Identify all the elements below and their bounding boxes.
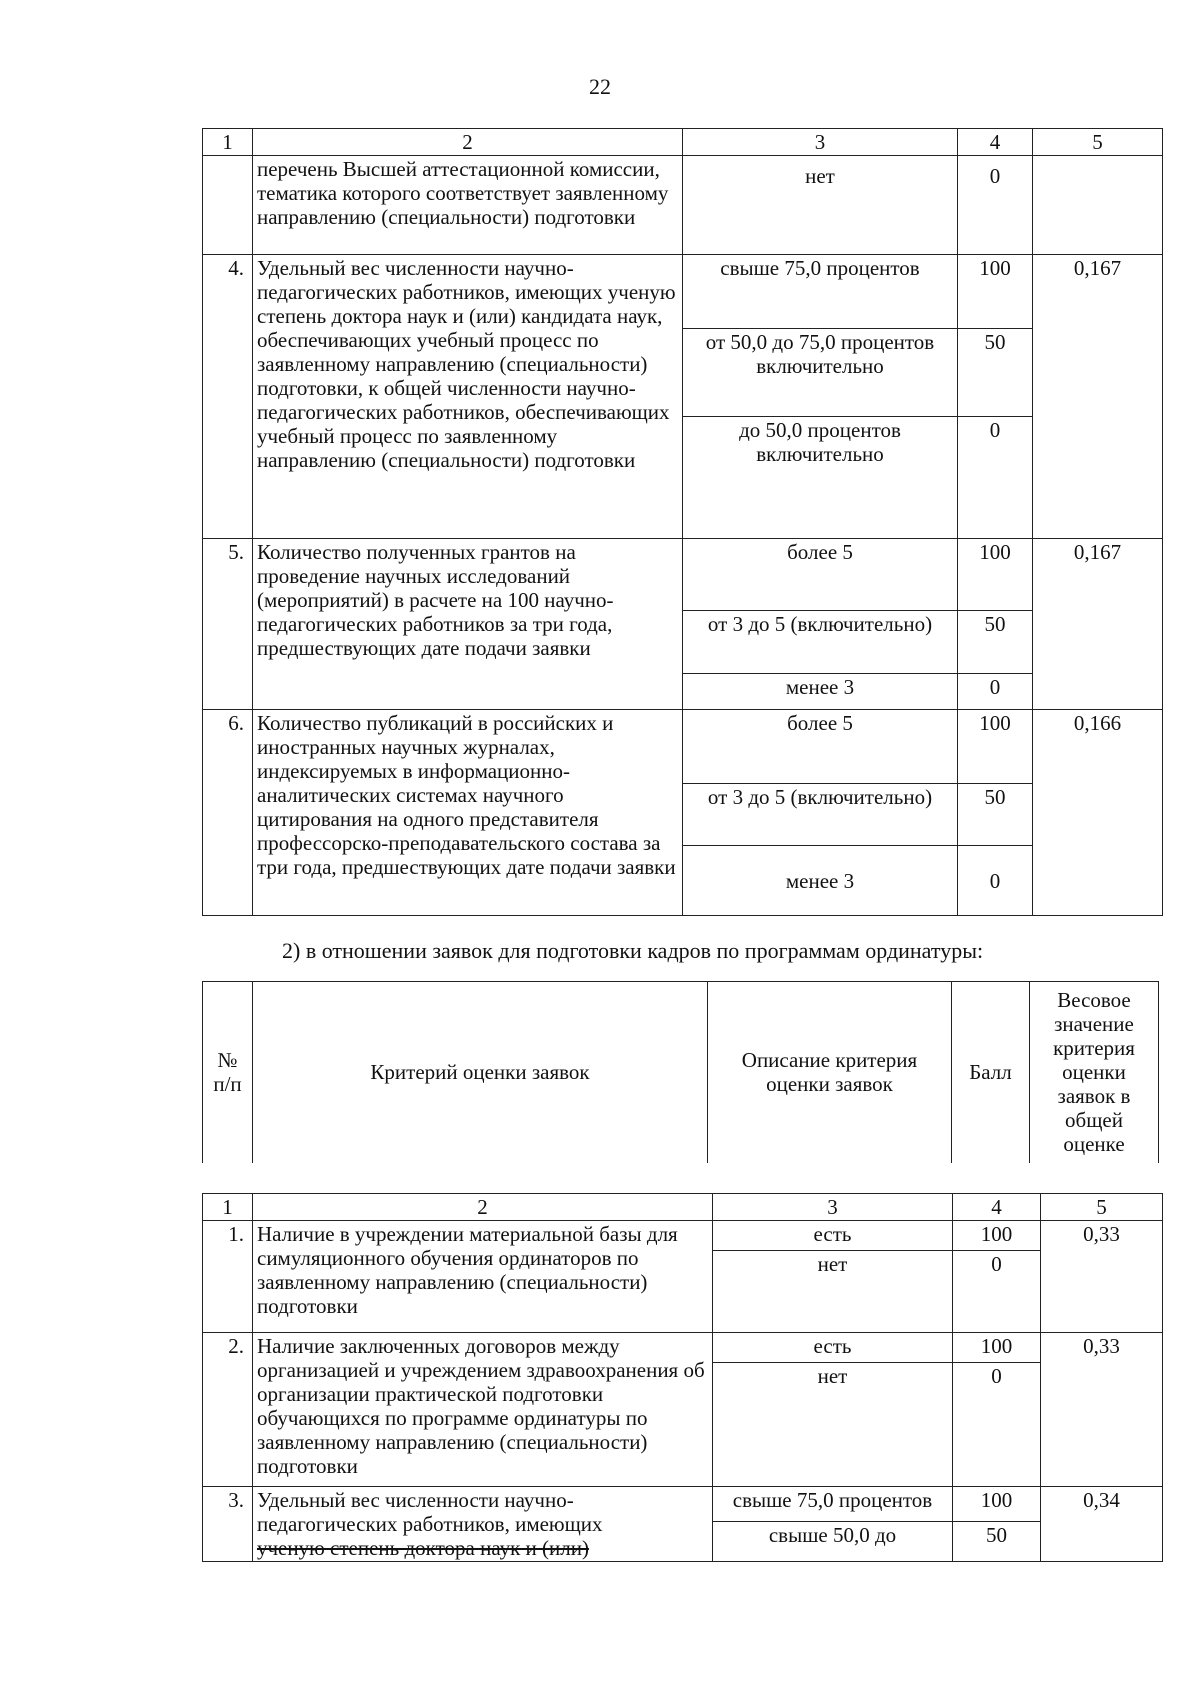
header-weight: Весовое значение критерия оценки заявок в общей оценке xyxy=(1030,982,1159,1163)
criterion-text-cut: ученую степень доктора наук и (или) xyxy=(257,1536,589,1560)
description-cell: нет xyxy=(713,1251,953,1333)
criterion-text: Удельный вес численности научно-педагогических работников, имеющих xyxy=(257,1488,603,1536)
criterion-cell: Наличие заключенных договоров между организацией и учреждением здравоохранения об организации практической подготовки обучающихся по программе ординатуры по заявленному направлению (специальности) подготовки xyxy=(253,1333,713,1487)
row-number xyxy=(203,156,253,255)
criteria-table-bachelor xyxy=(202,128,1163,916)
section-caption: 2) в отношении заявок для подготовки кадров по программам ординатуры: xyxy=(282,938,984,963)
header-score: Балл xyxy=(952,982,1030,1163)
description-cell: есть xyxy=(713,1333,953,1363)
score-cell: 50 xyxy=(958,329,1033,417)
table-row xyxy=(203,255,1163,329)
score-cell: 0 xyxy=(958,846,1033,916)
row-number: 2. xyxy=(203,1333,253,1487)
weight-cell: 0,167 xyxy=(1033,255,1163,539)
table-row xyxy=(203,1487,1163,1522)
row-number: 3. xyxy=(203,1487,253,1562)
column-number: 1 xyxy=(203,129,253,156)
score-cell: 0 xyxy=(958,156,1033,255)
score-cell: 50 xyxy=(958,784,1033,846)
score-cell: 100 xyxy=(958,539,1033,611)
header-row xyxy=(203,982,1159,1163)
header-description: Описание критерия оценки заявок xyxy=(708,982,952,1163)
column-number: 5 xyxy=(1041,1194,1163,1221)
column-number: 4 xyxy=(958,129,1033,156)
column-number: 1 xyxy=(203,1194,253,1221)
header-criterion: Критерий оценки заявок xyxy=(253,982,708,1163)
description-cell: более 5 xyxy=(683,710,958,784)
weight-cell xyxy=(1033,156,1163,255)
criterion-cell: Наличие в учреждении материальной базы для симуляционного обучения ординаторов по заявленному направлению (специальности) подготовки xyxy=(253,1221,713,1333)
description-cell: нет xyxy=(683,156,958,255)
row-number: 1. xyxy=(203,1221,253,1333)
table-row xyxy=(203,156,1163,255)
table-row xyxy=(203,1221,1163,1251)
table-row xyxy=(203,539,1163,611)
description-cell: есть xyxy=(713,1221,953,1251)
score-cell: 100 xyxy=(953,1487,1041,1522)
criterion-cell: Количество публикаций в российских и иностранных научных журналах, индексируемых в информационно-аналитических системах научного цитирования на одного представителя профессорско-преподавательского состава за три года, предшествующих дате подачи заявки xyxy=(253,710,683,916)
column-number: 4 xyxy=(953,1194,1041,1221)
description-cell: менее 3 xyxy=(683,674,958,710)
description-cell: от 3 до 5 (включительно) xyxy=(683,611,958,674)
score-cell: 0 xyxy=(953,1251,1041,1333)
header-num: № п/п xyxy=(203,982,253,1163)
column-number: 2 xyxy=(253,129,683,156)
description-cell: от 50,0 до 75,0 процентов включительно xyxy=(683,329,958,417)
weight-cell: 0,33 xyxy=(1041,1221,1163,1333)
score-cell: 100 xyxy=(953,1221,1041,1251)
score-cell: 0 xyxy=(958,417,1033,539)
criterion-cell: Количество полученных грантов на проведение научных исследований (мероприятий) в расчете на 100 научно-педагогических работников за три года, предшествующих дате подачи заявки xyxy=(253,539,683,710)
row-number: 5. xyxy=(203,539,253,710)
weight-cell: 0,166 xyxy=(1033,710,1163,916)
column-number-row xyxy=(203,1194,1163,1221)
row-number: 4. xyxy=(203,255,253,539)
weight-cell: 0,33 xyxy=(1041,1333,1163,1487)
criteria-table-residency xyxy=(202,1193,1163,1562)
criterion-cell xyxy=(253,1487,713,1562)
description-cell: свыше 50,0 до xyxy=(713,1522,953,1562)
score-cell: 0 xyxy=(953,1363,1041,1487)
column-number: 2 xyxy=(253,1194,713,1221)
description-cell: до 50,0 процентов включительно xyxy=(683,417,958,539)
description-cell: от 3 до 5 (включительно) xyxy=(683,784,958,846)
table-row xyxy=(203,1333,1163,1363)
criteria-table-residency-header xyxy=(202,981,1159,1163)
score-cell: 50 xyxy=(953,1522,1041,1562)
row-number: 6. xyxy=(203,710,253,916)
weight-cell: 0,34 xyxy=(1041,1487,1163,1562)
column-number-row xyxy=(203,129,1163,156)
table-row xyxy=(203,710,1163,784)
weight-cell: 0,167 xyxy=(1033,539,1163,710)
column-number: 3 xyxy=(713,1194,953,1221)
description-cell: свыше 75,0 процентов xyxy=(683,255,958,329)
column-number: 5 xyxy=(1033,129,1163,156)
column-number: 3 xyxy=(683,129,958,156)
page-number: 22 xyxy=(589,74,611,99)
score-cell: 100 xyxy=(958,710,1033,784)
score-cell: 0 xyxy=(958,674,1033,710)
criterion-cell: перечень Высшей аттестационной комиссии, тематика которого соответствует заявленному направлению (специальности) подготовки xyxy=(253,156,683,255)
criterion-cell: Удельный вес численности научно-педагогических работников, имеющих ученую степень доктора наук и (или) кандидата наук, обеспечивающих учебный процесс по заявленному направлению (специальности) подготовки, к общей численности научно-педагогических работников, обеспечивающих учебный процесс по заявленному направлению (специальности) подготовки xyxy=(253,255,683,539)
score-cell: 100 xyxy=(953,1333,1041,1363)
description-cell: нет xyxy=(713,1363,953,1487)
description-cell: более 5 xyxy=(683,539,958,611)
description-cell: свыше 75,0 процентов xyxy=(713,1487,953,1522)
description-cell: менее 3 xyxy=(683,846,958,916)
score-cell: 50 xyxy=(958,611,1033,674)
score-cell: 100 xyxy=(958,255,1033,329)
